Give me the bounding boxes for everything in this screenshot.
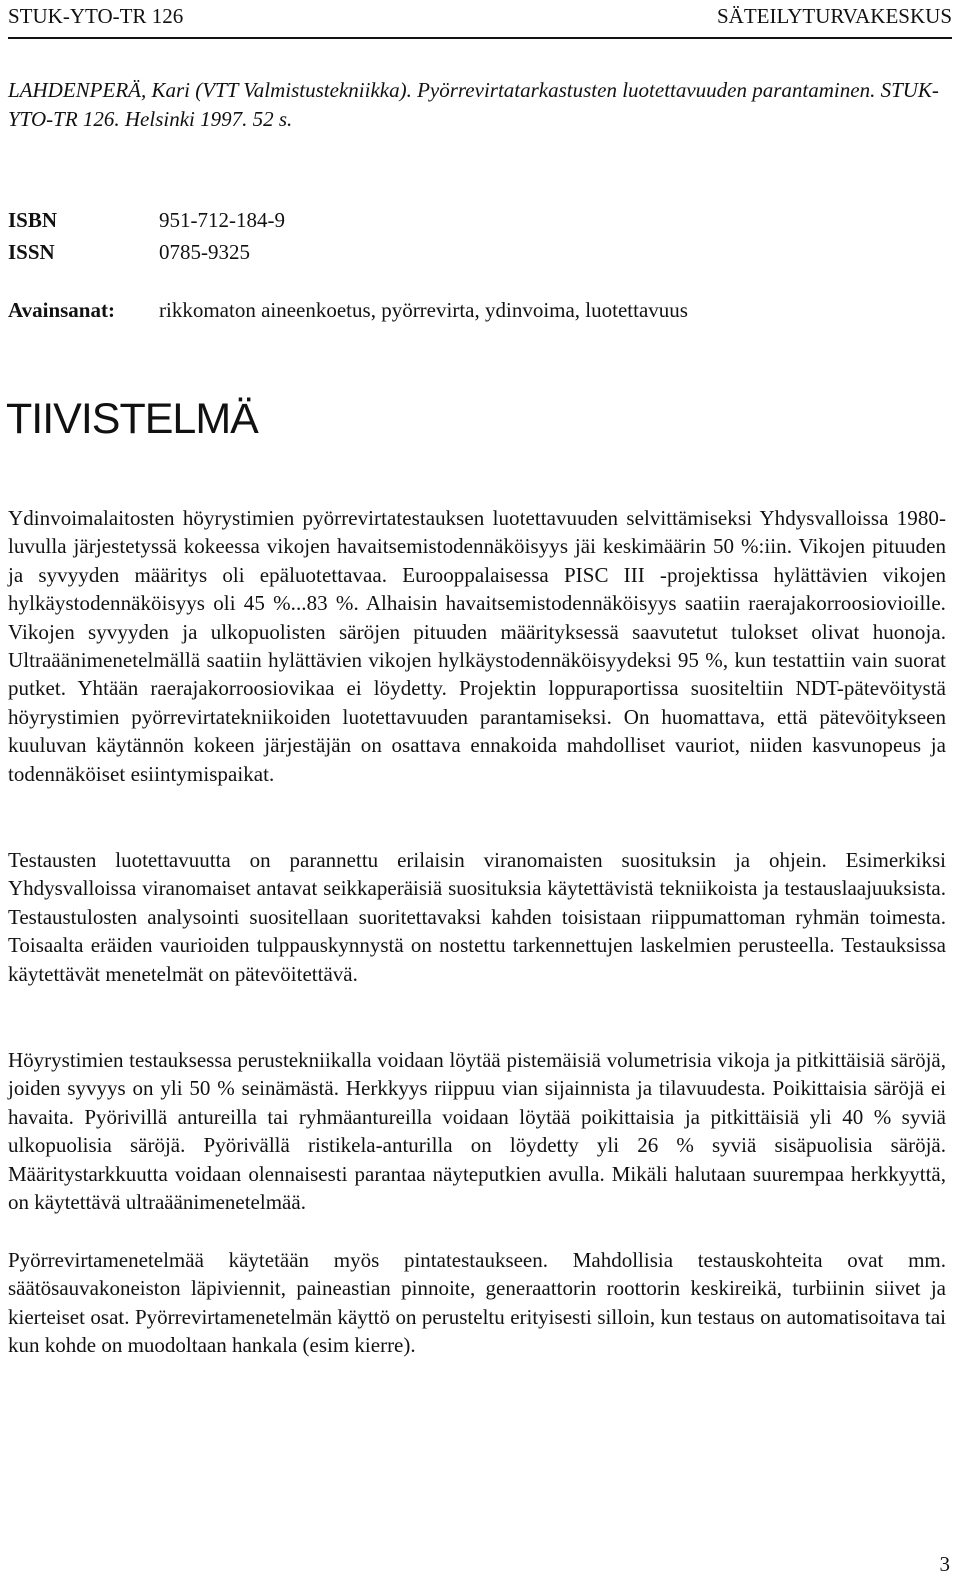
page-number: 3 bbox=[939, 1552, 950, 1576]
page-header bbox=[8, 4, 952, 34]
report-code: STUK-YTO-TR 126 bbox=[8, 4, 184, 28]
keywords-label: Avainsanat: bbox=[8, 298, 115, 322]
isbn-value: 951-712-184-9 bbox=[159, 208, 285, 232]
publisher-name: SÄTEILYTURVAKESKUS bbox=[716, 4, 952, 28]
citation: LAHDENPERÄ, Kari (VTT Valmistustekniikka). Pyörrevirtatarkastusten luotettavuuden parantaminen. STUK-YTO-TR 126. Helsinki 1997. 52 s. bbox=[8, 78, 939, 131]
paragraph-4: Pyörrevirtamenetelmää käytetään myös pintatestaukseen. Mahdollisia testauskohteita ovat mm. säätösauvakoneiston läpiviennit, paineastian pinnoite, generaattorin roottorin keskireikä, turbiinin siivet ja kierteiset osat. Pyörrevirtamenetelmän käyttö on perusteltu erityisesti silloin, kun testaus on automatisoitava tai kun kohde on muodoltaan hankala (esim kierre). bbox=[8, 1248, 946, 1358]
paragraph-3: Höyrystimien testauksessa perustekniikalla voidaan löytää pistemäisiä volumetrisia vikoja ja pitkittäisiä säröjä, joiden syvyys on yli 50 % seinämästä. Herkkyys riippuu vian sijainnista ja tilavuudesta. Poikittaisia säröjä ei havaita. Pyörivillä antureilla tai ryhmäantureilla voidaan löytää poikittaisia ja pitkittäisiä yli 40 % syviä ulkopuolisia säröjä. Pyörivällä ristikela-anturilla on löydetty yli 26 % syviä sisäpuolisia säröjä. Määritystarkkuutta voidaan olennaisesti parantaa näyteputkien avulla. Mikäli halutaan suurempaa herkkyyttä, on käytettävä ultraäänimenetelmää. bbox=[8, 1048, 946, 1215]
isbn-label: ISBN bbox=[8, 208, 58, 232]
header-rule bbox=[8, 37, 952, 39]
issn-value: 0785-9325 bbox=[159, 240, 250, 264]
issn-label: ISSN bbox=[8, 240, 55, 264]
paragraph-2: Testausten luotettavuutta on parannettu erilaisin viranomaisten suosituksin ja ohjein. Esimerkiksi Yhdysvalloissa viranomaiset antavat seikkaperäisiä suosituksia käytettävistä tekniikoista ja testauslaajuuksista. Testaustulosten analysointi suositellaan suoritettavaksi kahden toisistaan riippumattoman ryhmän toimesta. Toisaalta eräiden vaurioiden tulppauskynnystä on nostettu tarkennettujen laskelmien perusteella. Testauksissa käytettävät menetelmät on pätevöitettävä. bbox=[8, 848, 946, 986]
section-title: TIIVISTELMÄ bbox=[6, 395, 258, 443]
keywords-value: rikkomaton aineenkoetus, pyörrevirta, ydinvoima, luotettavuus bbox=[159, 298, 688, 322]
paragraph-1: Ydinvoimalaitosten höyrystimien pyörrevirtatestauksen luotettavuuden selvittämiseksi Yhdysvalloissa 1980-luvulla järjestetyssä kokeessa vikojen havaitsemistodennäköisyys jäi keskimäärin 50 %:iin. Vikojen pituuden ja syvyyden määritys oli epäluotettavaa. Eurooppalaisessa PISC III -projektissa hylättävien vikojen hylkäystodennäköisyys oli 45 %...83 %. Alhaisin havaitsemistodennäköisyys saatiin raerajakorroosiovioille. Vikojen syvyyden ja ulkopuolisten säröjen pituuden määrityksessä saavutetut tulokset olivat huonoja. Ultraäänimenetelmällä saatiin hylättävien vikojen hylkäystodennäköisyydeksi 95 %, kun testattiin vain suorat putket. Yhtään raerajakorroosiovikaa ei löydetty. Projektin loppuraportissa suositeltiin NDT-pätevöitystä höyrystimien pyörrevirtatekniikoiden luotettavuuden parantamiseksi. On huomattava, että pätevöitykseen kuuluvan käytännön kokeen järjestäjän on osattava ennakoida mahdolliset vauriot, niiden kasvunopeus ja todennäköiset esiintymispaikat. bbox=[8, 506, 946, 786]
